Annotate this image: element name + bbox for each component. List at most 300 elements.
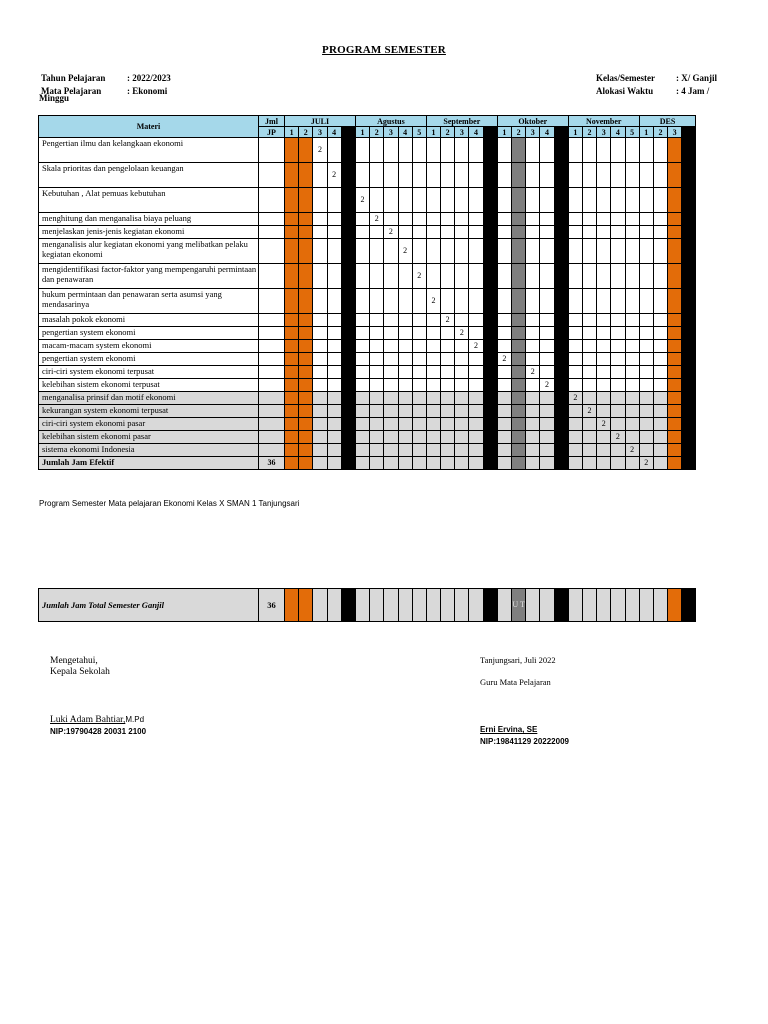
- jml-cell: [259, 239, 285, 264]
- week-cell: [384, 163, 398, 188]
- header-materi: Materi: [39, 116, 259, 138]
- week-cell: [639, 264, 653, 289]
- jml-cell: [259, 188, 285, 213]
- week-cell: [582, 188, 596, 213]
- week-cell: [398, 589, 412, 622]
- table-row: [39, 392, 696, 405]
- page-title: PROGRAM SEMESTER: [322, 44, 446, 56]
- week-cell: [441, 353, 455, 366]
- week-cell: [327, 457, 341, 470]
- week-cell: [497, 226, 511, 239]
- week-cell: [497, 264, 511, 289]
- jml-cell: [259, 444, 285, 457]
- week-cell: [426, 138, 440, 163]
- week-cell: [526, 213, 540, 226]
- week-cell: [455, 226, 469, 239]
- table-row: [39, 431, 696, 444]
- week-cell: [441, 431, 455, 444]
- week-cell: [455, 163, 469, 188]
- week-cell: [682, 353, 696, 366]
- week-cell: [668, 366, 682, 379]
- week-cell: [483, 431, 497, 444]
- week-cell: [512, 226, 526, 239]
- week-cell: [469, 457, 483, 470]
- week-cell: [285, 138, 299, 163]
- jml-cell: [259, 379, 285, 392]
- week-cell: [597, 431, 611, 444]
- week-cell: [625, 392, 639, 405]
- week-cell: [455, 138, 469, 163]
- header-week: 3: [455, 127, 469, 138]
- week-cell: [412, 366, 426, 379]
- week-cell: [370, 444, 384, 457]
- week-cell: [313, 226, 327, 239]
- week-cell: [384, 366, 398, 379]
- week-cell: [469, 163, 483, 188]
- week-cell: [568, 239, 582, 264]
- week-cell: [611, 226, 625, 239]
- week-cell: [540, 366, 554, 379]
- header-week: 1: [639, 127, 653, 138]
- week-cell: [313, 444, 327, 457]
- week-cell: [512, 392, 526, 405]
- week-cell: [639, 314, 653, 327]
- week-cell: [483, 226, 497, 239]
- week-cell: [313, 353, 327, 366]
- week-cell: 2: [582, 405, 596, 418]
- week-cell: [370, 327, 384, 340]
- week-cell: [597, 138, 611, 163]
- week-cell: [625, 213, 639, 226]
- week-cell: [639, 289, 653, 314]
- week-cell: [526, 589, 540, 622]
- week-cell: [653, 188, 667, 213]
- week-cell: [568, 405, 582, 418]
- meta-value: : X/ Ganjil: [676, 73, 718, 83]
- week-cell: [327, 444, 341, 457]
- week-cell: [597, 239, 611, 264]
- week-cell: [469, 188, 483, 213]
- materi-cell: Kebutuhan , Alat pemuas kebutuhan: [39, 188, 259, 213]
- week-cell: [341, 444, 355, 457]
- materi-cell: menjelaskan jenis-jenis kegiatan ekonomi: [39, 226, 259, 239]
- week-cell: [455, 405, 469, 418]
- week-cell: [568, 264, 582, 289]
- week-cell: [313, 340, 327, 353]
- week-cell: [370, 226, 384, 239]
- table-row: [39, 314, 696, 327]
- week-cell: [398, 392, 412, 405]
- week-cell: [398, 457, 412, 470]
- week-cell: [611, 340, 625, 353]
- week-cell: [582, 289, 596, 314]
- week-cell: [355, 327, 369, 340]
- week-cell: [341, 340, 355, 353]
- week-cell: [327, 366, 341, 379]
- week-cell: [313, 213, 327, 226]
- week-cell: [398, 431, 412, 444]
- week-cell: [412, 418, 426, 431]
- header-week: 4: [611, 127, 625, 138]
- week-cell: [441, 226, 455, 239]
- week-cell: [582, 418, 596, 431]
- header-week: 4: [540, 127, 554, 138]
- week-cell: [682, 163, 696, 188]
- week-cell: [682, 340, 696, 353]
- week-cell: [668, 239, 682, 264]
- week-cell: [639, 589, 653, 622]
- week-cell: [469, 431, 483, 444]
- jml-cell: 36: [259, 457, 285, 470]
- week-cell: [412, 138, 426, 163]
- week-cell: [285, 264, 299, 289]
- week-cell: [341, 418, 355, 431]
- week-cell: [497, 405, 511, 418]
- week-cell: [582, 392, 596, 405]
- week-cell: [512, 340, 526, 353]
- headmaster-title: M.Pd: [125, 715, 145, 724]
- week-cell: [540, 327, 554, 340]
- week-cell: [370, 239, 384, 264]
- week-cell: [512, 264, 526, 289]
- header-month: JULI: [285, 116, 356, 127]
- week-cell: [568, 314, 582, 327]
- week-cell: [497, 239, 511, 264]
- week-cell: 2: [455, 327, 469, 340]
- week-cell: [568, 188, 582, 213]
- week-cell: [426, 392, 440, 405]
- week-cell: [668, 457, 682, 470]
- table-row: [39, 264, 696, 289]
- week-cell: [554, 239, 568, 264]
- week-cell: [355, 418, 369, 431]
- week-cell: [597, 366, 611, 379]
- week-cell: [313, 392, 327, 405]
- week-cell: [526, 163, 540, 188]
- week-cell: [313, 589, 327, 622]
- week-cell: [625, 457, 639, 470]
- week-cell: [611, 418, 625, 431]
- week-cell: [512, 353, 526, 366]
- week-cell: [625, 163, 639, 188]
- materi-cell: masalah pokok ekonomi: [39, 314, 259, 327]
- jml-cell: [259, 213, 285, 226]
- week-cell: [668, 264, 682, 289]
- week-cell: [582, 314, 596, 327]
- week-cell: [668, 226, 682, 239]
- week-cell: [313, 188, 327, 213]
- week-cell: [639, 213, 653, 226]
- week-cell: [668, 213, 682, 226]
- week-cell: [512, 379, 526, 392]
- week-cell: [370, 457, 384, 470]
- week-cell: [554, 226, 568, 239]
- week-cell: [582, 264, 596, 289]
- header-week: 3: [597, 127, 611, 138]
- week-cell: [497, 340, 511, 353]
- header-week: 3: [526, 127, 540, 138]
- week-cell: [299, 327, 313, 340]
- week-cell: [483, 289, 497, 314]
- week-cell: [639, 239, 653, 264]
- week-cell: [299, 340, 313, 353]
- week-cell: [299, 418, 313, 431]
- week-cell: [568, 340, 582, 353]
- week-cell: 2: [398, 239, 412, 264]
- week-cell: [597, 589, 611, 622]
- week-cell: [285, 457, 299, 470]
- week-cell: [526, 239, 540, 264]
- week-cell: [355, 431, 369, 444]
- week-cell: [625, 226, 639, 239]
- week-cell: [370, 188, 384, 213]
- week-cell: [668, 163, 682, 188]
- week-cell: [384, 264, 398, 289]
- week-cell: 2: [384, 226, 398, 239]
- week-cell: [441, 340, 455, 353]
- week-cell: [412, 589, 426, 622]
- week-cell: [299, 392, 313, 405]
- week-cell: [412, 379, 426, 392]
- week-cell: [327, 314, 341, 327]
- jml-cell: [259, 418, 285, 431]
- week-cell: [554, 379, 568, 392]
- week-cell: [412, 431, 426, 444]
- week-cell: [412, 392, 426, 405]
- week-cell: [554, 314, 568, 327]
- week-cell: [497, 431, 511, 444]
- week-cell: [639, 188, 653, 213]
- week-cell: 2: [526, 366, 540, 379]
- week-cell: [597, 327, 611, 340]
- week-cell: [441, 163, 455, 188]
- week-cell: [483, 314, 497, 327]
- week-cell: [568, 444, 582, 457]
- table-row: [39, 353, 696, 366]
- week-cell: [540, 188, 554, 213]
- week-cell: [554, 264, 568, 289]
- schedule-table: [38, 115, 696, 470]
- week-cell: [653, 589, 667, 622]
- week-cell: [639, 163, 653, 188]
- table-caption: Program Semester Mata pelajaran Ekonomi Kelas X SMAN 1 Tanjungsari: [39, 499, 300, 508]
- week-cell: [611, 589, 625, 622]
- week-cell: [526, 340, 540, 353]
- week-cell: [483, 163, 497, 188]
- week-cell: [469, 213, 483, 226]
- week-cell: [582, 226, 596, 239]
- week-cell: [384, 327, 398, 340]
- table-row: [39, 188, 696, 213]
- week-cell: [625, 353, 639, 366]
- week-cell: [426, 405, 440, 418]
- week-cell: [384, 418, 398, 431]
- week-cell: [483, 239, 497, 264]
- week-cell: [441, 213, 455, 226]
- week-cell: [497, 163, 511, 188]
- header-week: 1: [497, 127, 511, 138]
- week-cell: [469, 444, 483, 457]
- week-cell: [384, 444, 398, 457]
- jml-cell: [259, 163, 285, 188]
- week-cell: [455, 431, 469, 444]
- header-month: November: [568, 116, 639, 127]
- week-cell: [355, 314, 369, 327]
- header-week: 2: [653, 127, 667, 138]
- materi-cell: macam-macam system ekonomi: [39, 340, 259, 353]
- week-cell: [497, 418, 511, 431]
- week-cell: [554, 444, 568, 457]
- header-jp: JP: [259, 127, 285, 138]
- week-cell: [285, 366, 299, 379]
- week-cell: [398, 264, 412, 289]
- week-cell: [668, 418, 682, 431]
- week-cell: [341, 327, 355, 340]
- week-cell: [568, 366, 582, 379]
- week-cell: [497, 444, 511, 457]
- week-cell: [497, 457, 511, 470]
- week-cell: [341, 188, 355, 213]
- week-cell: [483, 138, 497, 163]
- week-cell: [682, 589, 696, 622]
- materi-cell: Jumlah Jam Efektif: [39, 457, 259, 470]
- week-cell: [384, 379, 398, 392]
- week-cell: [526, 188, 540, 213]
- week-cell: [625, 340, 639, 353]
- meta-right: [594, 71, 719, 99]
- header-week: 3: [384, 127, 398, 138]
- week-cell: [597, 163, 611, 188]
- week-cell: [526, 314, 540, 327]
- week-cell: [412, 314, 426, 327]
- week-cell: [285, 444, 299, 457]
- week-cell: [384, 289, 398, 314]
- week-cell: [299, 353, 313, 366]
- week-cell: [426, 226, 440, 239]
- week-cell: [540, 457, 554, 470]
- week-cell: [668, 444, 682, 457]
- week-cell: [568, 327, 582, 340]
- week-cell: [426, 444, 440, 457]
- week-cell: [313, 314, 327, 327]
- header-week: 2: [582, 127, 596, 138]
- week-cell: [653, 213, 667, 226]
- week-cell: [597, 379, 611, 392]
- week-cell: [299, 188, 313, 213]
- week-cell: [341, 314, 355, 327]
- week-cell: [625, 379, 639, 392]
- week-cell: [398, 444, 412, 457]
- week-cell: [384, 340, 398, 353]
- week-cell: [526, 138, 540, 163]
- week-cell: [412, 353, 426, 366]
- week-cell: [455, 353, 469, 366]
- table-row: [39, 226, 696, 239]
- week-cell: 2: [412, 264, 426, 289]
- week-cell: [653, 138, 667, 163]
- week-cell: [568, 379, 582, 392]
- jml-cell: [259, 289, 285, 314]
- week-cell: [568, 138, 582, 163]
- week-cell: [285, 289, 299, 314]
- meta-row: [596, 73, 717, 84]
- week-cell: [540, 418, 554, 431]
- jml-cell: [259, 405, 285, 418]
- week-cell: [370, 366, 384, 379]
- week-cell: [540, 264, 554, 289]
- week-cell: [682, 327, 696, 340]
- week-cell: [512, 138, 526, 163]
- week-cell: [682, 405, 696, 418]
- week-cell: [582, 444, 596, 457]
- week-cell: [483, 188, 497, 213]
- week-cell: [597, 213, 611, 226]
- week-cell: [512, 431, 526, 444]
- header-week: 4: [327, 127, 341, 138]
- week-cell: [668, 353, 682, 366]
- week-cell: [327, 353, 341, 366]
- week-cell: [639, 379, 653, 392]
- week-cell: 2: [611, 431, 625, 444]
- week-cell: [384, 239, 398, 264]
- header-week: 1: [355, 127, 369, 138]
- week-cell: [426, 340, 440, 353]
- week-cell: [682, 213, 696, 226]
- week-cell: [384, 589, 398, 622]
- week-cell: [483, 213, 497, 226]
- meta-label: Tahun Pelajaran: [41, 73, 106, 83]
- jml-cell: [259, 340, 285, 353]
- week-cell: 2: [597, 418, 611, 431]
- week-cell: [582, 340, 596, 353]
- week-cell: [398, 188, 412, 213]
- week-cell: [341, 138, 355, 163]
- week-cell: [299, 444, 313, 457]
- week-cell: [625, 138, 639, 163]
- week-cell: [526, 431, 540, 444]
- week-cell: [469, 366, 483, 379]
- week-cell: [299, 289, 313, 314]
- week-cell: [497, 289, 511, 314]
- header-week: 5: [625, 127, 639, 138]
- jml-cell: [259, 264, 285, 289]
- materi-cell: pengertian system ekonomi: [39, 353, 259, 366]
- week-cell: [682, 431, 696, 444]
- week-cell: [483, 353, 497, 366]
- week-cell: [426, 457, 440, 470]
- week-cell: [554, 289, 568, 314]
- week-cell: [285, 392, 299, 405]
- week-cell: [568, 418, 582, 431]
- week-cell: [625, 289, 639, 314]
- week-cell: [341, 213, 355, 226]
- table-row: [39, 138, 696, 163]
- week-cell: [285, 379, 299, 392]
- week-cell: [582, 431, 596, 444]
- week-cell: [384, 188, 398, 213]
- week-cell: [512, 405, 526, 418]
- materi-cell: mengidentifikasi factor-faktor yang mempengaruhi permintaan dan penawaran: [39, 264, 259, 289]
- week-cell: [668, 589, 682, 622]
- week-cell: [653, 366, 667, 379]
- week-cell: [398, 213, 412, 226]
- week-cell: [370, 138, 384, 163]
- week-cell: [327, 431, 341, 444]
- week-cell: U T: [512, 589, 526, 622]
- week-cell: [455, 444, 469, 457]
- week-cell: [597, 457, 611, 470]
- table-row: [39, 289, 696, 314]
